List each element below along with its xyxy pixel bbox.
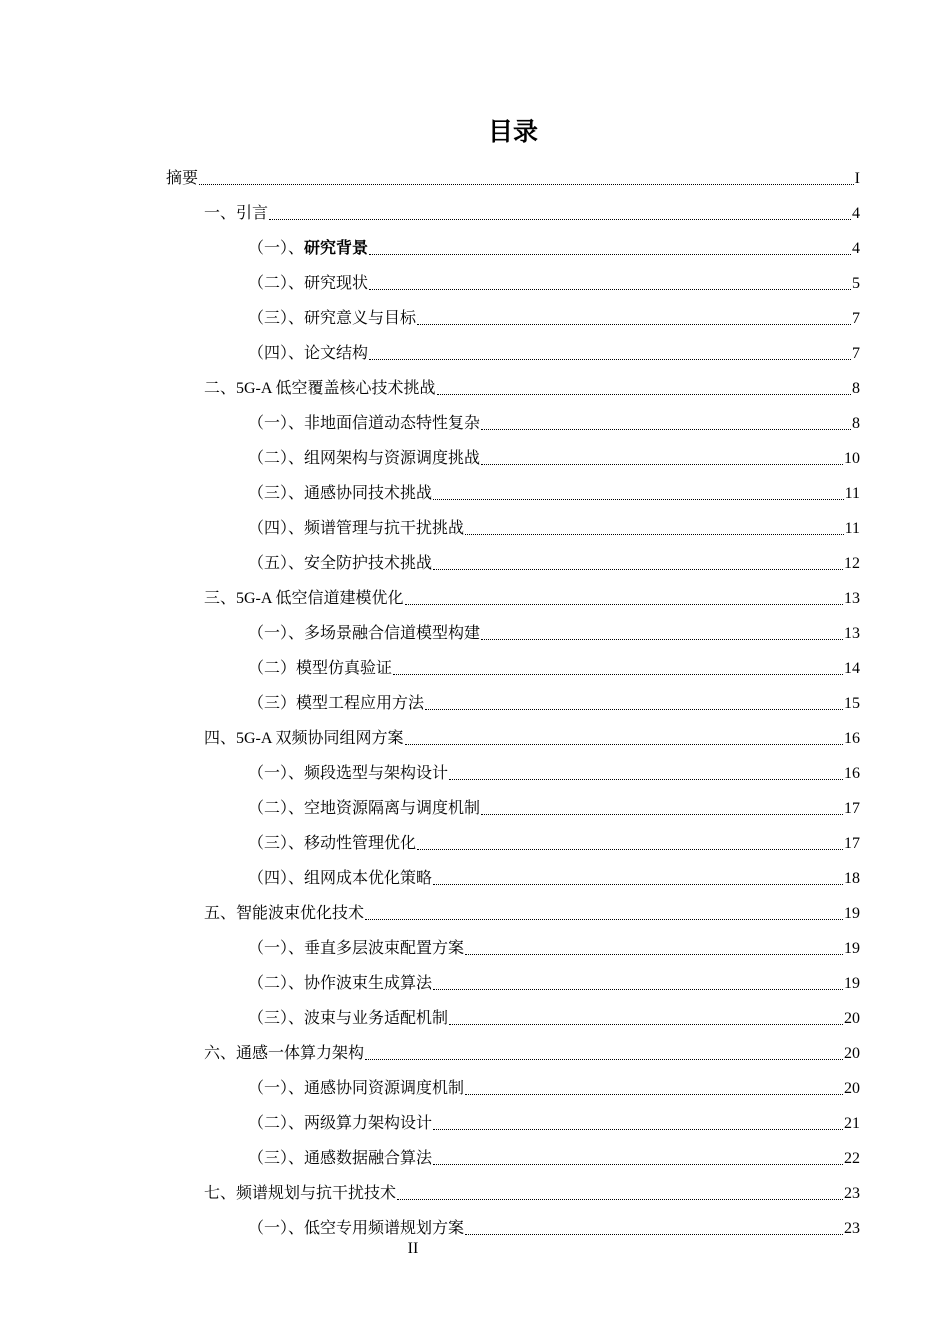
toc-entry-text: （一）、通感协同资源调度机制 [248, 1080, 465, 1097]
toc-entry-text: （三）模型工程应用方法 [248, 695, 425, 712]
toc-entry-text: 摘要 [166, 170, 199, 187]
dot-leader [405, 604, 843, 605]
dot-leader [199, 184, 854, 185]
toc-entry-text: 四、5G-A 双频协同组网方案 [204, 730, 404, 747]
toc-entry-page-number: 23 [844, 1185, 860, 1202]
dot-leader [433, 884, 843, 885]
toc-entry-text: （三）、波束与业务适配机制 [248, 1010, 449, 1027]
toc-entry-text: （一）、垂直多层波束配置方案 [248, 940, 465, 957]
dot-leader [369, 254, 851, 255]
dot-leader [481, 429, 851, 430]
toc-entry[interactable] [0, 507, 950, 542]
toc-entry-text: （三）、研究意义与目标 [248, 310, 417, 327]
toc-entry-text: （二）、研究现状 [248, 275, 369, 292]
toc-entry-text: （三）、通感协同技术挑战 [248, 485, 433, 502]
dot-leader [481, 464, 843, 465]
toc-entry[interactable] [0, 892, 950, 927]
toc-entry[interactable] [0, 262, 950, 297]
toc-entry-text: 一、引言 [204, 205, 269, 222]
toc-entry[interactable] [0, 857, 950, 892]
toc-entry[interactable] [0, 577, 950, 612]
toc-entry-page-number: 8 [852, 380, 860, 397]
toc-entry-text: （一）、多场景融合信道模型构建 [248, 625, 481, 642]
toc-entry[interactable] [0, 927, 950, 962]
toc-entry[interactable] [0, 962, 950, 997]
toc-entry[interactable] [0, 1067, 950, 1102]
toc-entry-page-number: 4 [852, 240, 860, 257]
toc-entry[interactable] [0, 647, 950, 682]
dot-leader [433, 1164, 843, 1165]
toc-entry[interactable] [0, 1102, 950, 1137]
dot-leader [417, 849, 843, 850]
toc-entry-bold-text: 研究背景 [304, 240, 369, 257]
toc-entry[interactable] [0, 682, 950, 717]
dot-leader [437, 394, 851, 395]
toc-entry-page-number: 8 [852, 415, 860, 432]
dot-leader [269, 219, 851, 220]
toc-entry-page-number: 14 [844, 660, 860, 677]
dot-leader [465, 1094, 843, 1095]
dot-leader [449, 1024, 843, 1025]
toc-entry-page-number: 20 [844, 1010, 860, 1027]
toc-entry-page-number: 19 [844, 975, 860, 992]
toc-entry-text: （二）、协作波束生成算法 [248, 975, 433, 992]
dot-leader [449, 779, 843, 780]
toc-entry-page-number: 23 [844, 1220, 860, 1237]
toc-entry-text: （二）模型仿真验证 [248, 660, 393, 677]
dot-leader [393, 674, 843, 675]
toc-entry-text: 五、智能波束优化技术 [204, 905, 365, 922]
toc-entry-page-number: 5 [852, 275, 860, 292]
toc-entry[interactable] [0, 1137, 950, 1172]
dot-leader [481, 814, 843, 815]
toc-entry[interactable] [0, 437, 950, 472]
toc-entry-page-number: 15 [844, 695, 860, 712]
dot-leader [465, 954, 843, 955]
toc-entry-page-number: 7 [852, 345, 860, 362]
toc-entry[interactable] [0, 752, 950, 787]
toc-entry[interactable] [0, 1207, 950, 1242]
toc-list [0, 157, 950, 1242]
toc-entry-page-number: 13 [844, 590, 860, 607]
toc-entry-page-number: 13 [844, 625, 860, 642]
toc-entry[interactable] [0, 1172, 950, 1207]
toc-entry-page-number: 7 [852, 310, 860, 327]
toc-entry[interactable] [0, 332, 950, 367]
toc-entry[interactable] [0, 717, 950, 752]
dot-leader [369, 359, 851, 360]
toc-entry[interactable] [0, 297, 950, 332]
toc-entry-text: 六、通感一体算力架构 [204, 1045, 365, 1062]
toc-entry-page-number: 10 [844, 450, 860, 467]
toc-entry[interactable] [0, 612, 950, 647]
toc-entry-text: （五）、安全防护技术挑战 [248, 555, 433, 572]
toc-entry-page-number: 19 [844, 940, 860, 957]
toc-entry-page-number: 11 [844, 520, 860, 537]
toc-entry[interactable] [0, 822, 950, 857]
toc-entry-text: 七、频谱规划与抗干扰技术 [204, 1185, 397, 1202]
dot-leader [397, 1199, 843, 1200]
toc-entry-text: （四）、频谱管理与抗干扰挑战 [248, 520, 465, 537]
toc-entry-page-number: 19 [844, 905, 860, 922]
toc-entry-text: （二）、组网架构与资源调度挑战 [248, 450, 481, 467]
toc-entry-text: 二、5G-A 低空覆盖核心技术挑战 [204, 380, 436, 397]
footer-page-number: II [407, 1240, 419, 1257]
dot-leader [433, 569, 843, 570]
toc-entry-text: （四）、组网成本优化策略 [248, 870, 433, 887]
toc-entry[interactable] [0, 787, 950, 822]
toc-entry-page-number: 21 [844, 1115, 860, 1132]
dot-leader [465, 534, 844, 535]
toc-entry[interactable] [0, 472, 950, 507]
dot-leader [369, 289, 851, 290]
toc-entry-page-number: 17 [844, 835, 860, 852]
toc-entry[interactable] [0, 227, 950, 262]
toc-entry-page-number: 16 [844, 765, 860, 782]
dot-leader [365, 919, 843, 920]
toc-entry-page-number: 11 [844, 485, 860, 502]
toc-entry[interactable] [0, 1032, 950, 1067]
toc-entry-text: （二）、两级算力架构设计 [248, 1115, 433, 1132]
dot-leader [365, 1059, 843, 1060]
toc-entry[interactable] [0, 157, 950, 192]
toc-entry-text: 三、5G-A 低空信道建模优化 [204, 590, 404, 607]
toc-entry-text: （二）、空地资源隔离与调度机制 [248, 800, 481, 817]
toc-entry-page-number: 4 [852, 205, 860, 222]
toc-title: 目录 [487, 117, 538, 146]
toc-entry-text: （三）、移动性管理优化 [248, 835, 417, 852]
toc-entry-text: （四）、论文结构 [248, 345, 369, 362]
toc-entry[interactable] [0, 367, 950, 402]
toc-entry[interactable] [0, 192, 950, 227]
toc-entry-page-number: 16 [844, 730, 860, 747]
toc-entry-page-number: 22 [844, 1150, 860, 1167]
toc-entry-page-number: 20 [844, 1045, 860, 1062]
dot-leader [481, 639, 843, 640]
dot-leader [433, 499, 844, 500]
toc-entry-page-number: 17 [844, 800, 860, 817]
toc-entry-text: （一）、频段选型与架构设计 [248, 765, 449, 782]
toc-entry[interactable] [0, 542, 950, 577]
toc-entry-page-number: I [854, 170, 860, 187]
dot-leader [433, 989, 843, 990]
dot-leader [433, 1129, 843, 1130]
toc-entry-page-number: 18 [844, 870, 860, 887]
toc-entry-page-number: 20 [844, 1080, 860, 1097]
toc-entry[interactable] [0, 402, 950, 437]
dot-leader [465, 1234, 843, 1235]
dot-leader [417, 324, 851, 325]
toc-entry[interactable] [0, 997, 950, 1032]
dot-leader [425, 709, 843, 710]
toc-entry-text [248, 239, 368, 259]
toc-entry-prefix: （一）、 [248, 240, 305, 257]
dot-leader [405, 744, 843, 745]
toc-entry-text: （三）、通感数据融合算法 [248, 1150, 433, 1167]
toc-entry-page-number: 12 [844, 555, 860, 572]
toc-entry-text: （一）、低空专用频谱规划方案 [248, 1220, 465, 1237]
toc-entry-text: （一）、非地面信道动态特性复杂 [248, 415, 481, 432]
